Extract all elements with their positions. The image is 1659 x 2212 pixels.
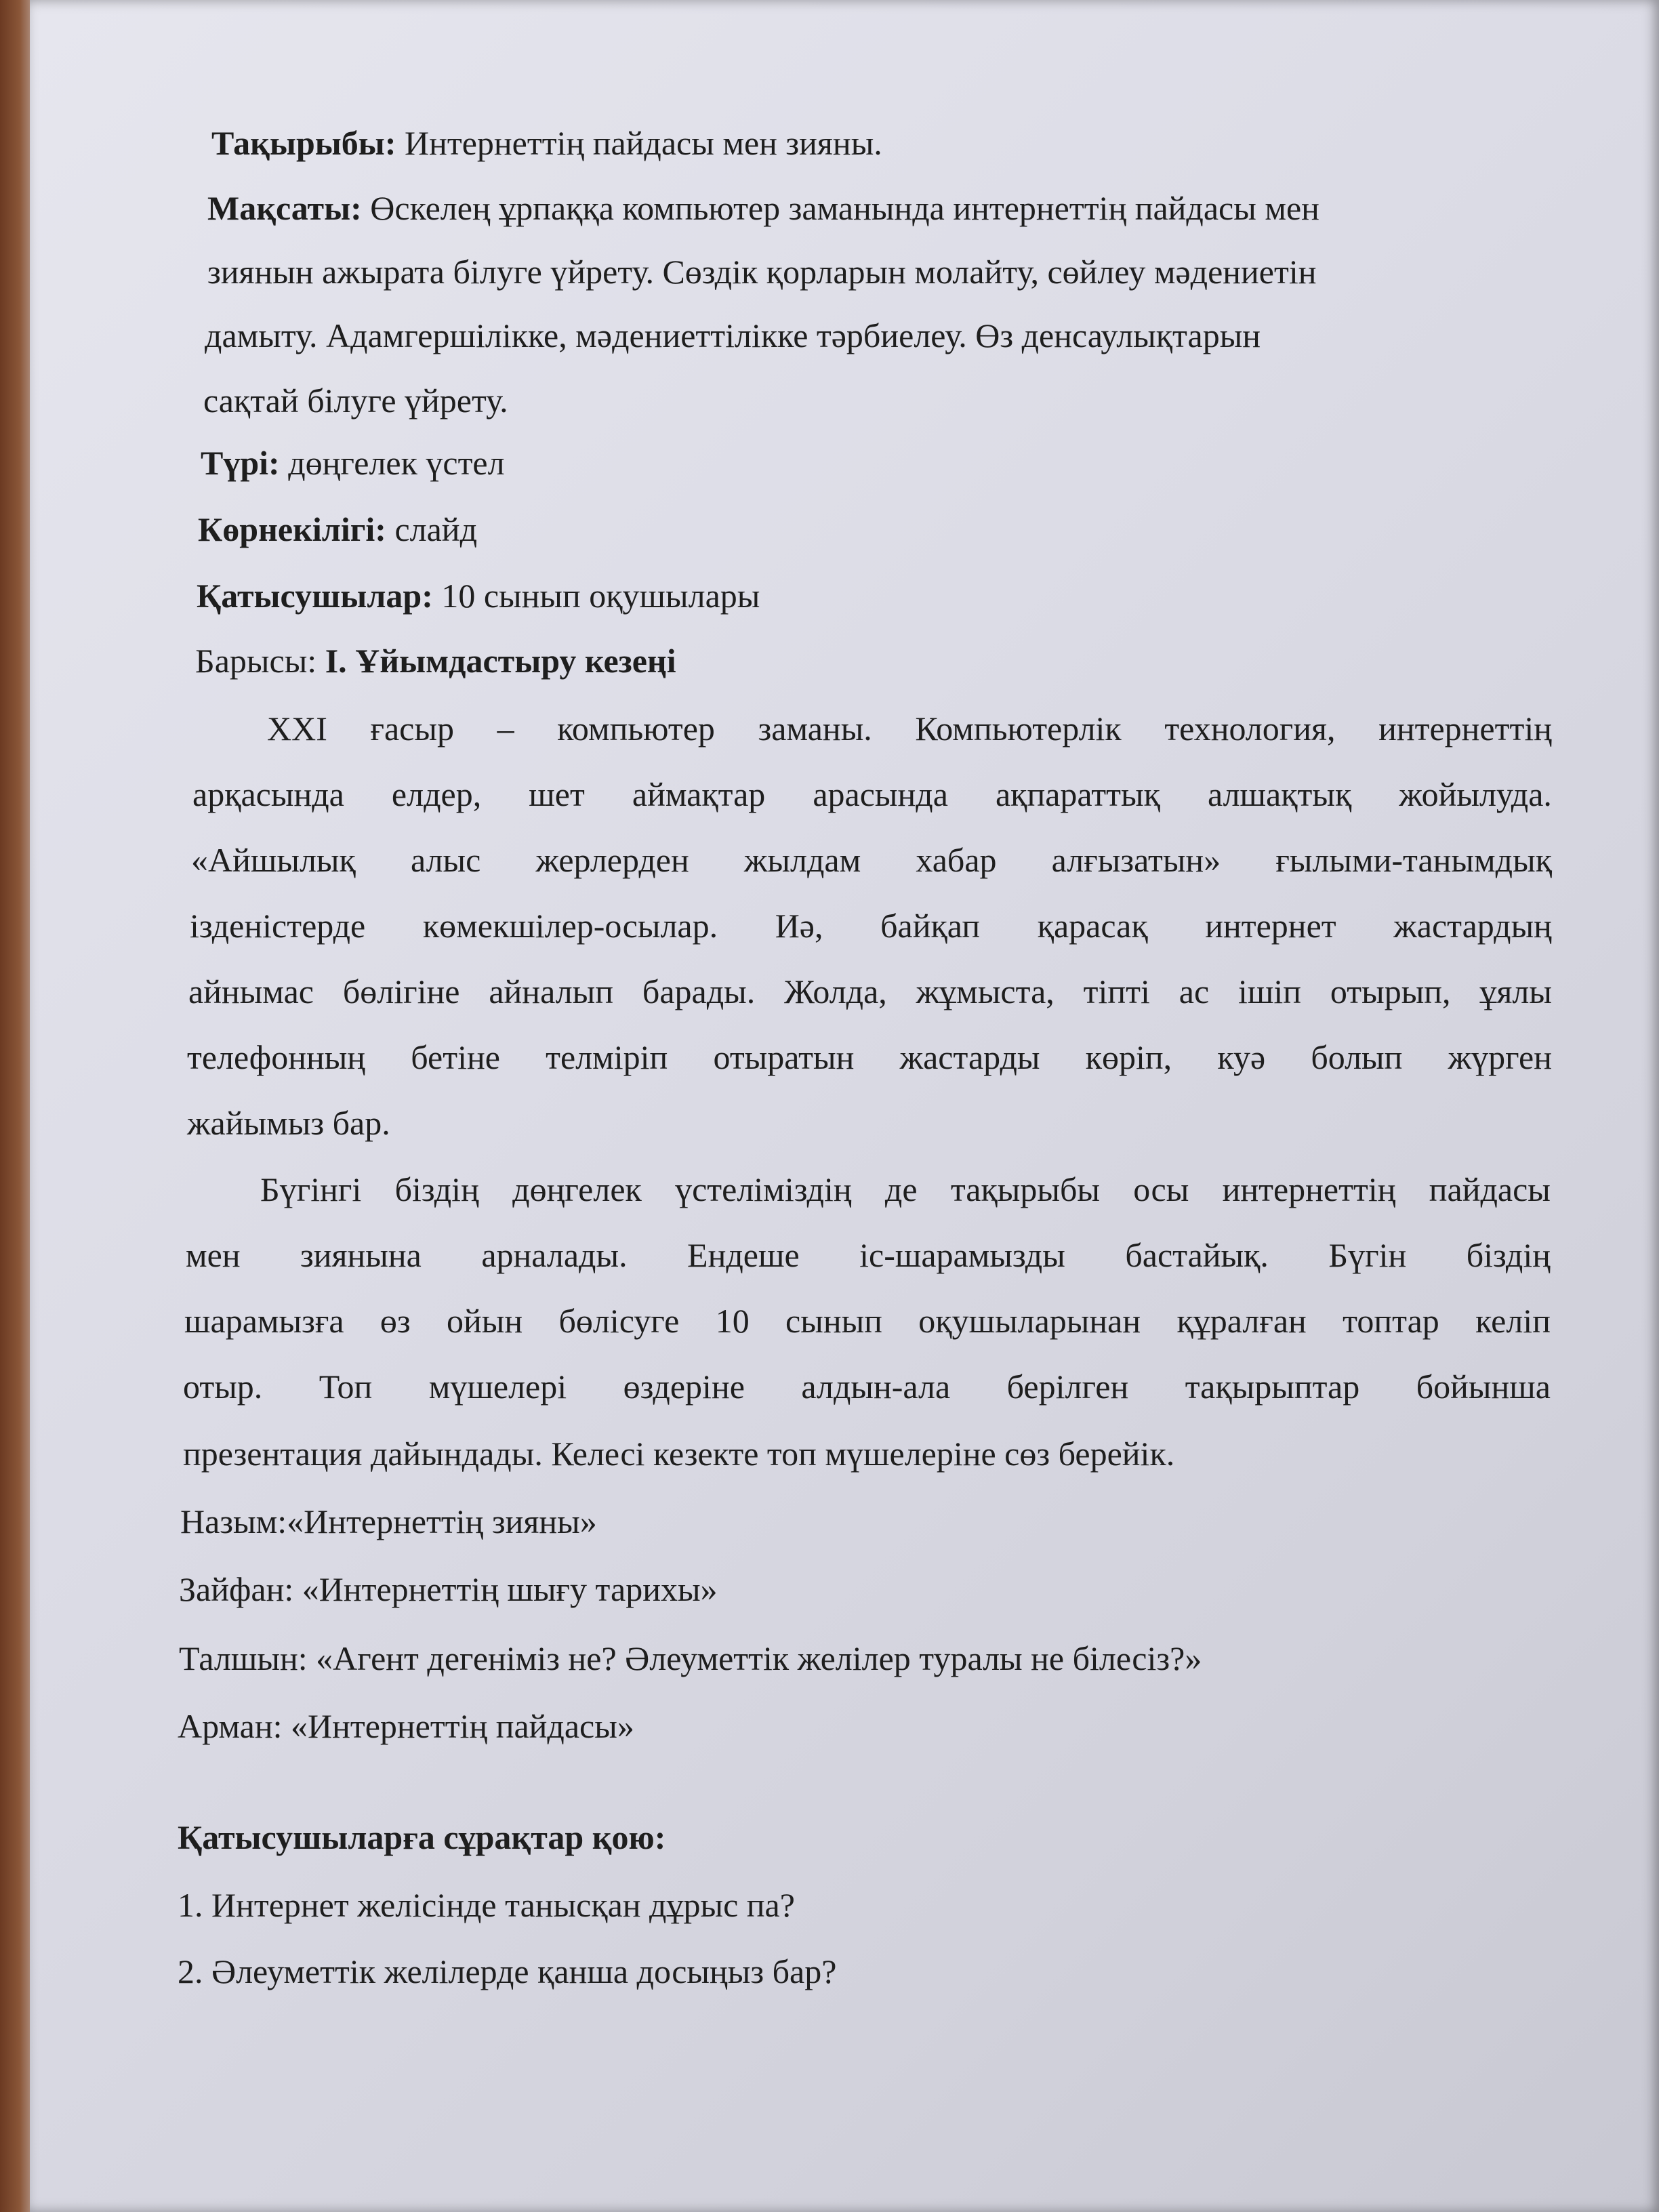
goal-line-3: дамыту. Адамгершілікке, мәдениеттілікке тәрбиелеу. Өз денсаулықтарын — [205, 316, 1261, 354]
word: келіп — [1475, 1302, 1551, 1340]
word: байқап — [880, 907, 981, 945]
word: бөлісуге — [558, 1302, 680, 1340]
paragraph-line — [186, 1235, 1551, 1275]
word: мен — [186, 1236, 241, 1274]
topic-label: Тақырыбы: — [211, 124, 396, 162]
participants-label: Қатысушылар: — [197, 577, 433, 615]
word: телефонның — [187, 1038, 366, 1076]
word: оқушыларынан — [918, 1302, 1141, 1340]
paragraph-line — [190, 906, 1552, 945]
speaker-line: Арман: «Интернеттің пайдасы» — [178, 1707, 634, 1745]
speaker-line: Назым:«Интернеттің зияны» — [180, 1502, 597, 1540]
word: осы — [1133, 1170, 1189, 1208]
word: отырып, — [1330, 972, 1451, 1010]
word: интернеттің — [1378, 710, 1552, 747]
paragraph-1-last-line: жайымыз бар. — [187, 1104, 390, 1142]
word: телміріп — [546, 1038, 668, 1076]
type-value: дөңгелек үстел — [279, 444, 505, 482]
word: болып — [1311, 1038, 1403, 1076]
word: технология, — [1164, 710, 1336, 747]
word: ақпараттық — [995, 775, 1160, 813]
word: отыр. — [183, 1368, 263, 1406]
word: ұялы — [1479, 972, 1552, 1010]
word: тақырыбы — [950, 1170, 1101, 1208]
word: де — [884, 1170, 918, 1208]
word: сынып — [785, 1302, 882, 1340]
speaker-line: Зайфан: «Интернеттің шығу тарихы» — [179, 1570, 718, 1608]
word: Топ — [319, 1368, 373, 1406]
word: дөңгелек — [512, 1170, 642, 1208]
word: құралған — [1176, 1302, 1307, 1340]
paragraph-line — [187, 1038, 1552, 1077]
goal-text-1: Өскелең ұрпаққа компьютер заманында интернеттің пайдасы мен — [361, 189, 1319, 227]
visual-line — [198, 510, 477, 549]
topic-value: Интернеттің пайдасы мен зияны. — [396, 124, 882, 162]
word: алдын-ала — [801, 1368, 951, 1406]
paper-sheet — [30, 0, 1659, 2212]
word: интернет — [1205, 907, 1336, 945]
progress-stage: І. Ұйымдастыру кезеңі — [325, 642, 676, 680]
word: жастарды — [899, 1038, 1040, 1076]
topic-line — [211, 123, 882, 163]
word: ғасыр — [370, 710, 454, 747]
word: арналады. — [481, 1236, 628, 1274]
question-item: 2. Әлеуметтік желілерде қанша досыңыз бар? — [178, 1952, 837, 1990]
word: Бүгінгі — [260, 1170, 362, 1208]
paragraph-line — [267, 709, 1552, 748]
word: Компьютерлік — [915, 710, 1122, 747]
word: интернеттің — [1222, 1170, 1396, 1208]
goal-label: Мақсаты: — [207, 189, 362, 227]
word: жерлерден — [535, 841, 689, 879]
word: барады. — [642, 972, 756, 1010]
word: пайдасы — [1429, 1170, 1551, 1208]
word: XXI — [267, 710, 327, 747]
word: тақырыптар — [1185, 1368, 1360, 1406]
word: үстеліміздің — [675, 1170, 852, 1208]
word: қарасақ — [1037, 907, 1148, 945]
questions-heading: Қатысушыларға сұрақтар қою: — [178, 1818, 666, 1856]
word: арасында — [813, 775, 948, 813]
word: Жолда, — [784, 972, 887, 1010]
word: елдер, — [391, 775, 482, 813]
word: жүрген — [1448, 1038, 1552, 1076]
word: ішіп — [1238, 972, 1302, 1010]
goal-line-4: сақтай білуге үйрету. — [203, 382, 508, 419]
word: бөлігіне — [342, 972, 460, 1010]
word: топтар — [1343, 1302, 1439, 1340]
paragraph-line — [184, 1301, 1551, 1340]
word: іс-шарамызды — [859, 1236, 1065, 1274]
word: өздеріне — [623, 1368, 745, 1406]
word: куә — [1217, 1038, 1266, 1076]
paragraph-line — [192, 775, 1552, 814]
type-line — [201, 443, 505, 483]
word: алшақтық — [1207, 775, 1352, 813]
word: – — [497, 710, 514, 747]
paragraph-line — [260, 1170, 1551, 1209]
participants-line — [197, 576, 760, 615]
word: шет — [529, 775, 585, 813]
word: мүшелері — [428, 1368, 567, 1406]
word: көріп, — [1085, 1038, 1172, 1076]
word: отыратын — [713, 1038, 855, 1076]
paragraph-2-last-line: презентация дайындады. Келесі кезекте топ мүшелеріне сөз берейік. — [183, 1435, 1175, 1473]
paragraph-line — [183, 1367, 1551, 1406]
word: жылдам — [743, 841, 861, 879]
word: алғызатын» — [1051, 841, 1221, 879]
word: жойылуда. — [1399, 775, 1552, 813]
word: тіпті — [1083, 972, 1150, 1010]
speaker-line: Талшын: «Агент дегеніміз не? Әлеуметтік желілер туралы не білесіз?» — [179, 1639, 1202, 1677]
word: ізденістерде — [190, 907, 366, 945]
word: зиянына — [300, 1236, 422, 1274]
word: «Айшылық — [191, 841, 356, 879]
word: заманы. — [758, 710, 872, 747]
word: Иә, — [775, 907, 823, 945]
paragraph-line — [188, 972, 1552, 1011]
goal-line-2: зиянын ажырата білуге үйрету. Сөздік қорларын молайту, сөйлеу мәдениетін — [207, 253, 1317, 291]
question-item: 1. Интернет желісінде танысқан дұрыс па? — [178, 1886, 795, 1924]
word: арқасында — [192, 775, 344, 813]
paragraph-line — [191, 840, 1552, 880]
word: берілген — [1006, 1368, 1129, 1406]
word: аймақтар — [632, 775, 766, 813]
word: жұмыста, — [916, 972, 1054, 1010]
word: бетіне — [411, 1038, 500, 1076]
word: өз — [380, 1302, 411, 1340]
word: компьютер — [557, 710, 715, 747]
word: бойынша — [1416, 1368, 1551, 1406]
word: Бүгін — [1328, 1236, 1407, 1274]
type-label: Түрі: — [201, 444, 280, 482]
word: ас — [1179, 972, 1210, 1010]
progress-prefix: Барысы: — [195, 642, 325, 680]
progress-line — [195, 641, 676, 680]
visual-value: слайд — [386, 510, 478, 548]
word: ойын — [447, 1302, 523, 1340]
visual-label: Көрнекілігі: — [198, 510, 386, 548]
word: 10 — [715, 1302, 750, 1340]
participants-value: 10 сынып оқушылары — [432, 577, 760, 615]
word: айнымас — [188, 972, 314, 1010]
word: шарамызға — [184, 1302, 344, 1340]
word: ғылыми-танымдық — [1275, 841, 1552, 879]
word: Ендеше — [687, 1236, 800, 1274]
word: біздің — [1466, 1236, 1551, 1274]
word: жастардың — [1393, 907, 1552, 945]
word: бастайық. — [1125, 1236, 1269, 1274]
word: біздің — [394, 1170, 479, 1208]
word: айналып — [489, 972, 614, 1010]
word: көмекшілер-осылар. — [422, 907, 718, 945]
word: хабар — [916, 841, 997, 879]
word: алыс — [410, 841, 481, 879]
goal-line-1 — [207, 188, 1319, 228]
desk-edge — [0, 0, 33, 2212]
